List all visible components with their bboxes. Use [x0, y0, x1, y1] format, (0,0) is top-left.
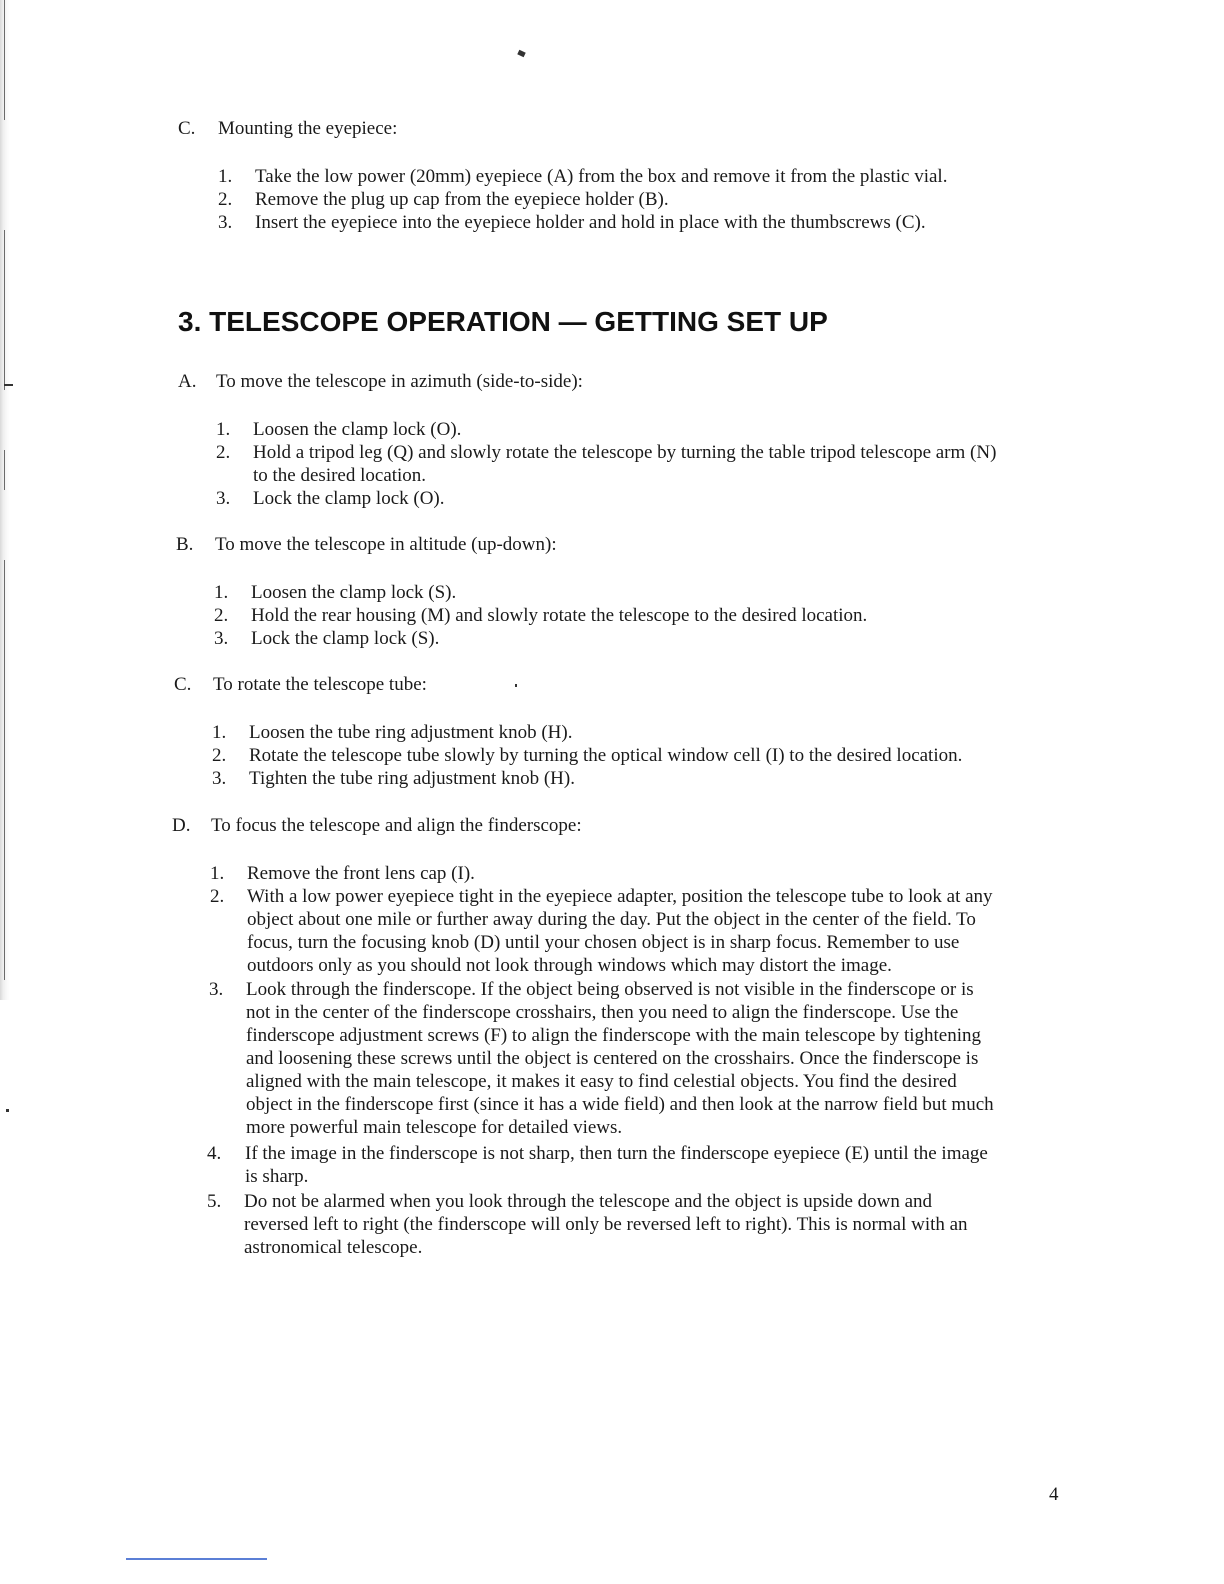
step-number: 2.	[218, 189, 233, 210]
step-text: object in the finderscope first (since it has a wide field) and then look at the narrow field but much	[246, 1094, 994, 1115]
section-heading: To rotate the telescope tube:	[213, 674, 427, 695]
scan-speck	[517, 50, 525, 57]
step-text: Rotate the telescope tube slowly by turning the optical window cell (I) to the desired location.	[249, 745, 963, 766]
section-letter: C.	[174, 674, 192, 695]
section-heading: Mounting the eyepiece:	[218, 118, 398, 139]
step-number: 3.	[209, 979, 224, 1000]
page-number: 4	[1049, 1484, 1059, 1505]
step-text: Loosen the tube ring adjustment knob (H).	[249, 722, 573, 743]
step-text: reversed left to right (the finderscope will only be reversed left to right). This is normal with an	[244, 1214, 968, 1235]
step-number: 3.	[214, 628, 229, 649]
step-text: Look through the finderscope. If the object being observed is not visible in the finderscope or is	[246, 979, 974, 1000]
step-text: Loosen the clamp lock (S).	[251, 582, 457, 603]
step-number: 4.	[207, 1143, 222, 1164]
step-text: Take the low power (20mm) eyepiece (A) from the box and remove it from the plastic vial.	[255, 166, 948, 187]
step-text: to the desired location.	[253, 465, 427, 486]
step-number: 2.	[212, 745, 227, 766]
step-text: Lock the clamp lock (O).	[253, 488, 445, 509]
step-number: 1.	[216, 419, 231, 440]
section-letter: C.	[178, 118, 196, 139]
step-text: astronomical telescope.	[244, 1237, 423, 1258]
section-letter: D.	[172, 815, 191, 836]
step-text: If the image in the finderscope is not sharp, then turn the finderscope eyepiece (E) until the image	[245, 1143, 988, 1164]
step-number: 3.	[218, 212, 233, 233]
step-text: and loosening these screws until the object is centered on the crosshairs. Once the finderscope is	[246, 1048, 979, 1069]
step-number: 1.	[210, 863, 225, 884]
step-number: 5.	[207, 1191, 222, 1212]
scan-speck	[4, 384, 13, 386]
step-text: With a low power eyepiece tight in the eyepiece adapter, position the telescope tube to look at any	[247, 886, 993, 907]
step-number: 1.	[214, 582, 229, 603]
step-text: finderscope adjustment screws (F) to align the finderscope with the main telescope by tightening	[246, 1025, 981, 1046]
step-number: 3.	[212, 768, 227, 789]
step-text: focus, turn the focusing knob (D) until your chosen object is in sharp focus. Remember to use	[247, 932, 960, 953]
step-text: Tighten the tube ring adjustment knob (H).	[249, 768, 575, 789]
step-text: Do not be alarmed when you look through the telescope and the object is upside down and	[244, 1191, 933, 1212]
section-heading: To focus the telescope and align the finderscope:	[211, 815, 582, 836]
section-letter: B.	[176, 534, 194, 555]
page-title: 3. TELESCOPE OPERATION — GETTING SET UP	[178, 306, 828, 337]
step-text: is sharp.	[245, 1166, 309, 1187]
footer-rule	[126, 1558, 267, 1560]
step-text: more powerful main telescope for detailed views.	[246, 1117, 623, 1138]
step-text: outdoors only as you should not look through windows which may distort the image.	[247, 955, 892, 976]
step-text: Hold a tripod leg (Q) and slowly rotate the telescope by turning the table tripod telescope arm (N)	[253, 442, 997, 463]
section-letter: A.	[178, 371, 197, 392]
step-number: 2.	[216, 442, 231, 463]
step-text: Lock the clamp lock (S).	[251, 628, 440, 649]
step-number: 1.	[218, 166, 233, 187]
section-heading: To move the telescope in azimuth (side-to-side):	[216, 371, 583, 392]
step-text: Insert the eyepiece into the eyepiece holder and hold in place with the thumbscrews (C).	[255, 212, 926, 233]
step-text: aligned with the main telescope, it makes it easy to find celestial objects. You find the desired	[246, 1071, 957, 1092]
step-text: Remove the front lens cap (I).	[247, 863, 475, 884]
step-number: 2.	[210, 886, 225, 907]
step-number: 1.	[212, 722, 227, 743]
section-heading: To move the telescope in altitude (up-down):	[215, 534, 557, 555]
step-text: Remove the plug up cap from the eyepiece holder (B).	[255, 189, 669, 210]
step-text: object about one mile or further away during the day. Put the object in the center of the field. To	[247, 909, 976, 930]
step-number: 3.	[216, 488, 231, 509]
step-text: not in the center of the finderscope crosshairs, then you need to align the finderscope. Use the	[246, 1002, 959, 1023]
scan-speck	[6, 1109, 9, 1112]
scan-speck	[515, 684, 517, 687]
step-text: Loosen the clamp lock (O).	[253, 419, 462, 440]
step-number: 2.	[214, 605, 229, 626]
step-text: Hold the rear housing (M) and slowly rotate the telescope to the desired location.	[251, 605, 868, 626]
scan-left-edge	[0, 0, 10, 1000]
